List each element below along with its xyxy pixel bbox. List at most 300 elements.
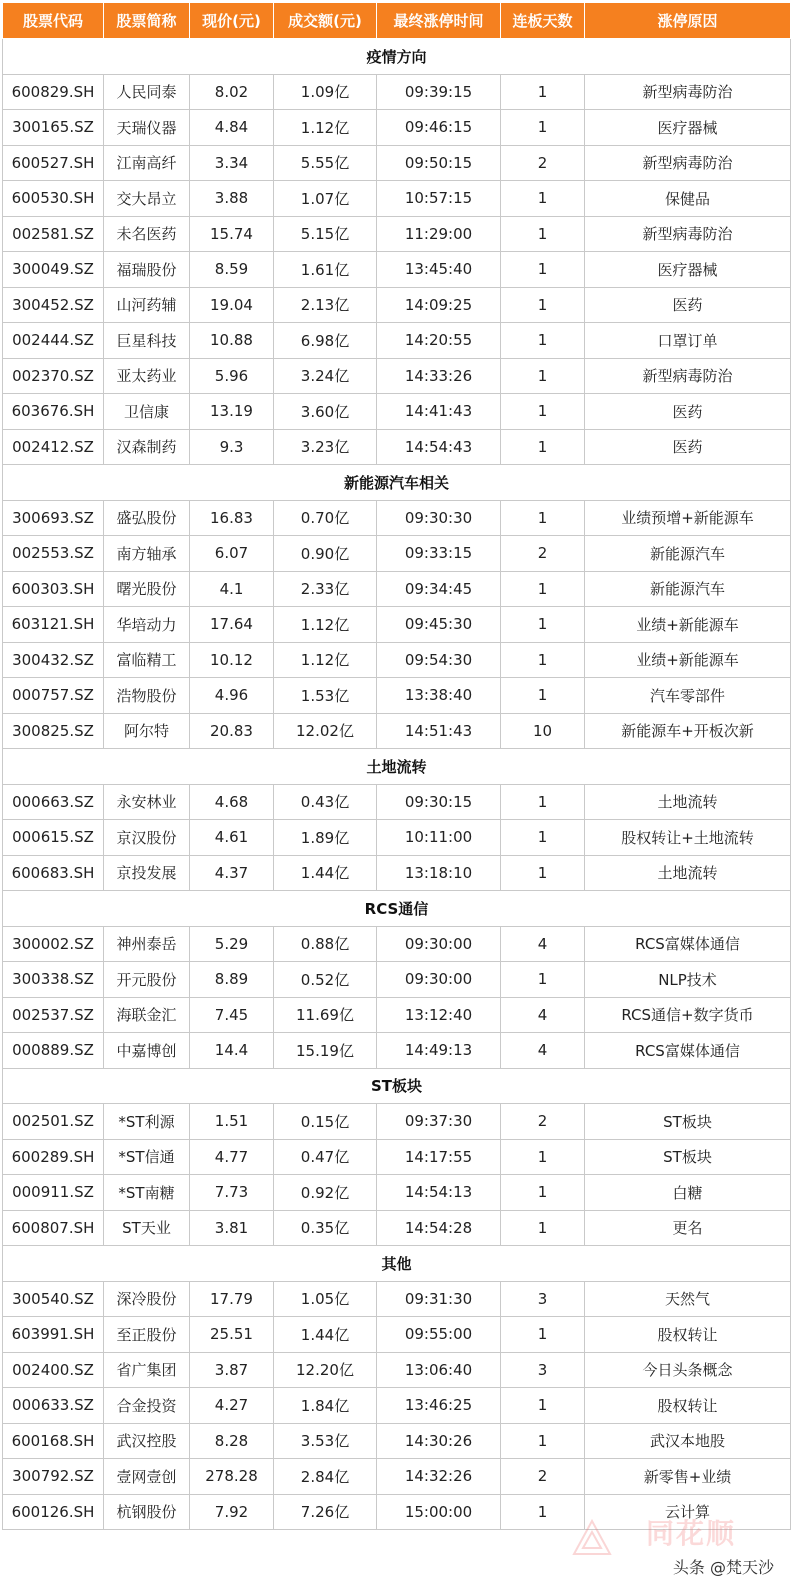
cell-reason: 新能源车+开板次新 [585,713,791,749]
cell-name: 京汉股份 [104,820,190,856]
cell-turnover: 0.47亿 [274,1139,377,1175]
table-row [3,1210,791,1246]
cell-limit-time: 09:33:15 [377,536,501,572]
section-row [3,749,791,785]
cell-price: 7.92 [190,1494,274,1530]
cell-price: 7.73 [190,1175,274,1211]
cell-reason: 新零售+业绩 [585,1459,791,1495]
watermark-logo-icon [570,1518,614,1558]
cell-limit-time: 14:49:13 [377,1033,501,1069]
section-title: ST板块 [3,1068,791,1104]
table-row [3,997,791,1033]
cell-name: *ST信通 [104,1139,190,1175]
cell-streak-days: 1 [501,394,585,430]
cell-reason: 股权转让+土地流转 [585,820,791,856]
table-row [3,394,791,430]
cell-code: 600527.SH [3,145,104,181]
cell-reason: 业绩+新能源车 [585,607,791,643]
cell-name: 亚太药业 [104,358,190,394]
cell-limit-time: 09:30:00 [377,926,501,962]
cell-limit-time: 09:30:30 [377,500,501,536]
cell-name: 杭钢股份 [104,1494,190,1530]
cell-price: 20.83 [190,713,274,749]
cell-limit-time: 13:46:25 [377,1388,501,1424]
cell-price: 4.84 [190,110,274,146]
cell-reason: 医疗器械 [585,252,791,288]
cell-reason: 新型病毒防治 [585,216,791,252]
section-row [3,1068,791,1104]
cell-code: 600807.SH [3,1210,104,1246]
cell-code: 600303.SH [3,571,104,607]
cell-streak-days: 3 [501,1281,585,1317]
table-row [3,216,791,252]
cell-turnover: 0.92亿 [274,1175,377,1211]
cell-limit-time: 09:30:15 [377,784,501,820]
cell-turnover: 0.15亿 [274,1104,377,1140]
cell-code: 600168.SH [3,1423,104,1459]
table-row [3,642,791,678]
table-row [3,536,791,572]
cell-limit-time: 14:17:55 [377,1139,501,1175]
cell-limit-time: 09:37:30 [377,1104,501,1140]
cell-price: 4.77 [190,1139,274,1175]
cell-reason: 股权转让 [585,1388,791,1424]
cell-limit-time: 13:18:10 [377,855,501,891]
cell-limit-time: 13:06:40 [377,1352,501,1388]
cell-name: 富临精工 [104,642,190,678]
cell-price: 17.64 [190,607,274,643]
cell-streak-days: 1 [501,216,585,252]
cell-turnover: 1.84亿 [274,1388,377,1424]
cell-code: 000615.SZ [3,820,104,856]
cell-turnover: 1.12亿 [274,607,377,643]
cell-price: 4.37 [190,855,274,891]
cell-code: 600683.SH [3,855,104,891]
cell-name: 盛弘股份 [104,500,190,536]
cell-turnover: 12.02亿 [274,713,377,749]
cell-turnover: 0.35亿 [274,1210,377,1246]
cell-name: 人民同泰 [104,74,190,110]
cell-limit-time: 13:12:40 [377,997,501,1033]
cell-name: 未名医药 [104,216,190,252]
cell-price: 5.29 [190,926,274,962]
cell-price: 8.89 [190,962,274,998]
cell-reason: 白糖 [585,1175,791,1211]
cell-reason: 保健品 [585,181,791,217]
section-title: 疫情方向 [3,39,791,75]
cell-code: 002370.SZ [3,358,104,394]
cell-streak-days: 1 [501,855,585,891]
cell-streak-days: 1 [501,429,585,465]
table-row [3,358,791,394]
cell-code: 002553.SZ [3,536,104,572]
cell-streak-days: 1 [501,1388,585,1424]
cell-reason: 更名 [585,1210,791,1246]
cell-turnover: 1.12亿 [274,642,377,678]
cell-reason: RCS通信+数字货币 [585,997,791,1033]
cell-streak-days: 1 [501,181,585,217]
cell-reason: 新型病毒防治 [585,145,791,181]
cell-price: 8.59 [190,252,274,288]
cell-name: 阿尔特 [104,713,190,749]
table-row [3,74,791,110]
cell-streak-days: 1 [501,1317,585,1353]
cell-price: 8.02 [190,74,274,110]
cell-limit-time: 14:30:26 [377,1423,501,1459]
cell-limit-time: 10:57:15 [377,181,501,217]
cell-code: 300452.SZ [3,287,104,323]
cell-reason: 武汉本地股 [585,1423,791,1459]
cell-code: 002581.SZ [3,216,104,252]
cell-limit-time: 15:00:00 [377,1494,501,1530]
table-row [3,926,791,962]
cell-streak-days: 1 [501,500,585,536]
cell-streak-days: 1 [501,1139,585,1175]
cell-name: 交大昂立 [104,181,190,217]
cell-code: 300540.SZ [3,1281,104,1317]
cell-price: 1.51 [190,1104,274,1140]
cell-turnover: 1.09亿 [274,74,377,110]
cell-reason: 医疗器械 [585,110,791,146]
cell-limit-time: 14:41:43 [377,394,501,430]
cell-turnover: 1.05亿 [274,1281,377,1317]
cell-price: 3.88 [190,181,274,217]
table-row [3,607,791,643]
cell-turnover: 1.89亿 [274,820,377,856]
cell-streak-days: 2 [501,1459,585,1495]
cell-name: 深冷股份 [104,1281,190,1317]
section-row [3,891,791,927]
cell-name: *ST南糖 [104,1175,190,1211]
cell-limit-time: 14:51:43 [377,713,501,749]
header-limit-time: 最终涨停时间 [377,3,501,39]
cell-price: 4.96 [190,678,274,714]
cell-code: 300338.SZ [3,962,104,998]
cell-turnover: 0.90亿 [274,536,377,572]
cell-turnover: 1.07亿 [274,181,377,217]
cell-code: 300792.SZ [3,1459,104,1495]
cell-code: 000633.SZ [3,1388,104,1424]
table-row [3,1317,791,1353]
cell-reason: 新能源汽车 [585,571,791,607]
cell-limit-time: 09:45:30 [377,607,501,643]
cell-name: 中嘉博创 [104,1033,190,1069]
cell-code: 002444.SZ [3,323,104,359]
cell-reason: 今日头条概念 [585,1352,791,1388]
cell-name: 京投发展 [104,855,190,891]
section-row [3,1246,791,1282]
cell-turnover: 3.53亿 [274,1423,377,1459]
cell-price: 3.34 [190,145,274,181]
header-code: 股票代码 [3,3,104,39]
table-row [3,1104,791,1140]
cell-reason: NLP技术 [585,962,791,998]
cell-code: 000889.SZ [3,1033,104,1069]
cell-price: 10.12 [190,642,274,678]
cell-turnover: 2.33亿 [274,571,377,607]
cell-limit-time: 09:30:00 [377,962,501,998]
section-row [3,39,791,75]
cell-code: 300432.SZ [3,642,104,678]
cell-reason: RCS富媒体通信 [585,926,791,962]
cell-price: 4.61 [190,820,274,856]
cell-turnover: 12.20亿 [274,1352,377,1388]
header-streak-days: 连板天数 [501,3,585,39]
table-row [3,500,791,536]
cell-reason: 汽车零部件 [585,678,791,714]
cell-limit-time: 14:09:25 [377,287,501,323]
cell-name: 海联金汇 [104,997,190,1033]
cell-turnover: 15.19亿 [274,1033,377,1069]
cell-reason: 新型病毒防治 [585,74,791,110]
cell-streak-days: 4 [501,926,585,962]
cell-price: 14.4 [190,1033,274,1069]
cell-streak-days: 3 [501,1352,585,1388]
cell-price: 15.74 [190,216,274,252]
cell-name: 至正股份 [104,1317,190,1353]
cell-streak-days: 4 [501,1033,585,1069]
table-row [3,784,791,820]
table-row [3,1139,791,1175]
cell-price: 4.1 [190,571,274,607]
cell-turnover: 0.70亿 [274,500,377,536]
cell-code: 600530.SH [3,181,104,217]
table-row [3,1352,791,1388]
cell-streak-days: 1 [501,962,585,998]
cell-price: 25.51 [190,1317,274,1353]
cell-name: 卫信康 [104,394,190,430]
cell-streak-days: 1 [501,642,585,678]
cell-streak-days: 1 [501,287,585,323]
cell-streak-days: 1 [501,74,585,110]
cell-price: 3.81 [190,1210,274,1246]
cell-code: 300825.SZ [3,713,104,749]
cell-turnover: 2.13亿 [274,287,377,323]
cell-turnover: 1.44亿 [274,855,377,891]
cell-reason: 天然气 [585,1281,791,1317]
cell-code: 603676.SH [3,394,104,430]
cell-streak-days: 1 [501,1423,585,1459]
cell-reason: 业绩预增+新能源车 [585,500,791,536]
cell-turnover: 3.24亿 [274,358,377,394]
table-row [3,145,791,181]
cell-price: 5.96 [190,358,274,394]
header-reason: 涨停原因 [585,3,791,39]
cell-code: 300165.SZ [3,110,104,146]
header-name: 股票简称 [104,3,190,39]
cell-limit-time: 09:54:30 [377,642,501,678]
cell-price: 9.3 [190,429,274,465]
cell-name: 巨星科技 [104,323,190,359]
cell-turnover: 0.43亿 [274,784,377,820]
cell-limit-time: 09:34:45 [377,571,501,607]
cell-code: 002412.SZ [3,429,104,465]
cell-name: *ST利源 [104,1104,190,1140]
table-row [3,1281,791,1317]
section-title: RCS通信 [3,891,791,927]
cell-name: 华培动力 [104,607,190,643]
cell-code: 600289.SH [3,1139,104,1175]
table-row [3,323,791,359]
cell-limit-time: 13:45:40 [377,252,501,288]
cell-name: 曙光股份 [104,571,190,607]
cell-streak-days: 1 [501,820,585,856]
cell-streak-days: 1 [501,678,585,714]
cell-price: 278.28 [190,1459,274,1495]
table-row [3,855,791,891]
section-title: 新能源汽车相关 [3,465,791,501]
cell-streak-days: 1 [501,1210,585,1246]
cell-code: 600829.SH [3,74,104,110]
cell-price: 16.83 [190,500,274,536]
cell-reason: 口罩订单 [585,323,791,359]
cell-reason: 医药 [585,287,791,323]
header-turnover: 成交额(元) [274,3,377,39]
cell-streak-days: 10 [501,713,585,749]
cell-reason: ST板块 [585,1104,791,1140]
table-row [3,571,791,607]
cell-streak-days: 1 [501,784,585,820]
cell-streak-days: 1 [501,358,585,394]
cell-turnover: 5.55亿 [274,145,377,181]
cell-reason: 土地流转 [585,855,791,891]
table-row [3,429,791,465]
cell-code: 002501.SZ [3,1104,104,1140]
cell-code: 000663.SZ [3,784,104,820]
table-row [3,110,791,146]
cell-price: 3.87 [190,1352,274,1388]
cell-limit-time: 14:54:43 [377,429,501,465]
cell-turnover: 7.26亿 [274,1494,377,1530]
table-row [3,962,791,998]
table-row [3,1423,791,1459]
cell-price: 4.27 [190,1388,274,1424]
cell-streak-days: 1 [501,110,585,146]
section-title: 土地流转 [3,749,791,785]
table-header-row [3,3,791,39]
table-row [3,252,791,288]
cell-turnover: 2.84亿 [274,1459,377,1495]
cell-price: 4.68 [190,784,274,820]
cell-reason: 新型病毒防治 [585,358,791,394]
cell-name: 福瑞股份 [104,252,190,288]
cell-price: 8.28 [190,1423,274,1459]
cell-code: 002400.SZ [3,1352,104,1388]
table-row [3,1175,791,1211]
cell-name: 壹网壹创 [104,1459,190,1495]
cell-reason: 医药 [585,394,791,430]
cell-reason: RCS富媒体通信 [585,1033,791,1069]
cell-reason: 医药 [585,429,791,465]
cell-streak-days: 1 [501,1494,585,1530]
cell-price: 6.07 [190,536,274,572]
cell-turnover: 11.69亿 [274,997,377,1033]
cell-name: 合金投资 [104,1388,190,1424]
cell-code: 600126.SH [3,1494,104,1530]
cell-streak-days: 1 [501,1175,585,1211]
cell-name: 南方轴承 [104,536,190,572]
cell-name: 天瑞仪器 [104,110,190,146]
cell-name: 浩物股份 [104,678,190,714]
table-row [3,1033,791,1069]
cell-streak-days: 2 [501,536,585,572]
cell-reason: 业绩+新能源车 [585,642,791,678]
cell-name: 江南高纤 [104,145,190,181]
cell-limit-time: 14:20:55 [377,323,501,359]
cell-code: 603991.SH [3,1317,104,1353]
cell-streak-days: 1 [501,323,585,359]
cell-streak-days: 2 [501,1104,585,1140]
cell-turnover: 1.44亿 [274,1317,377,1353]
cell-price: 10.88 [190,323,274,359]
table-row [3,713,791,749]
cell-reason: ST板块 [585,1139,791,1175]
cell-reason: 新能源汽车 [585,536,791,572]
cell-name: 汉森制药 [104,429,190,465]
cell-name: 开元股份 [104,962,190,998]
cell-limit-time: 10:11:00 [377,820,501,856]
section-row [3,465,791,501]
cell-code: 000757.SZ [3,678,104,714]
cell-code: 300693.SZ [3,500,104,536]
cell-streak-days: 4 [501,997,585,1033]
cell-name: 永安林业 [104,784,190,820]
cell-reason: 云计算 [585,1494,791,1530]
cell-limit-time: 14:32:26 [377,1459,501,1495]
table-row [3,1388,791,1424]
table-row [3,1459,791,1495]
cell-turnover: 6.98亿 [274,323,377,359]
cell-turnover: 1.53亿 [274,678,377,714]
table-row [3,820,791,856]
cell-streak-days: 1 [501,252,585,288]
header-price: 现价(元) [190,3,274,39]
cell-turnover: 0.88亿 [274,926,377,962]
cell-name: 山河药辅 [104,287,190,323]
cell-limit-time: 09:31:30 [377,1281,501,1317]
cell-streak-days: 1 [501,607,585,643]
cell-name: ST天业 [104,1210,190,1246]
cell-code: 603121.SH [3,607,104,643]
cell-limit-time: 09:50:15 [377,145,501,181]
cell-limit-time: 14:33:26 [377,358,501,394]
cell-name: 武汉控股 [104,1423,190,1459]
watermark-text: 同花顺 [645,1517,736,1550]
cell-streak-days: 1 [501,571,585,607]
cell-price: 13.19 [190,394,274,430]
cell-limit-time: 09:39:15 [377,74,501,110]
cell-turnover: 3.60亿 [274,394,377,430]
cell-reason: 股权转让 [585,1317,791,1353]
cell-price: 7.45 [190,997,274,1033]
limit-up-table [2,2,791,1530]
attribution-text: 头条 @梵天沙 [672,1558,774,1577]
section-title: 其他 [3,1246,791,1282]
cell-limit-time: 09:55:00 [377,1317,501,1353]
table-row [3,678,791,714]
cell-turnover: 5.15亿 [274,216,377,252]
cell-name: 省广集团 [104,1352,190,1388]
cell-name: 神州泰岳 [104,926,190,962]
cell-turnover: 3.23亿 [274,429,377,465]
cell-limit-time: 11:29:00 [377,216,501,252]
cell-limit-time: 13:38:40 [377,678,501,714]
cell-limit-time: 14:54:28 [377,1210,501,1246]
cell-code: 300049.SZ [3,252,104,288]
table-row [3,287,791,323]
cell-limit-time: 14:54:13 [377,1175,501,1211]
cell-price: 17.79 [190,1281,274,1317]
